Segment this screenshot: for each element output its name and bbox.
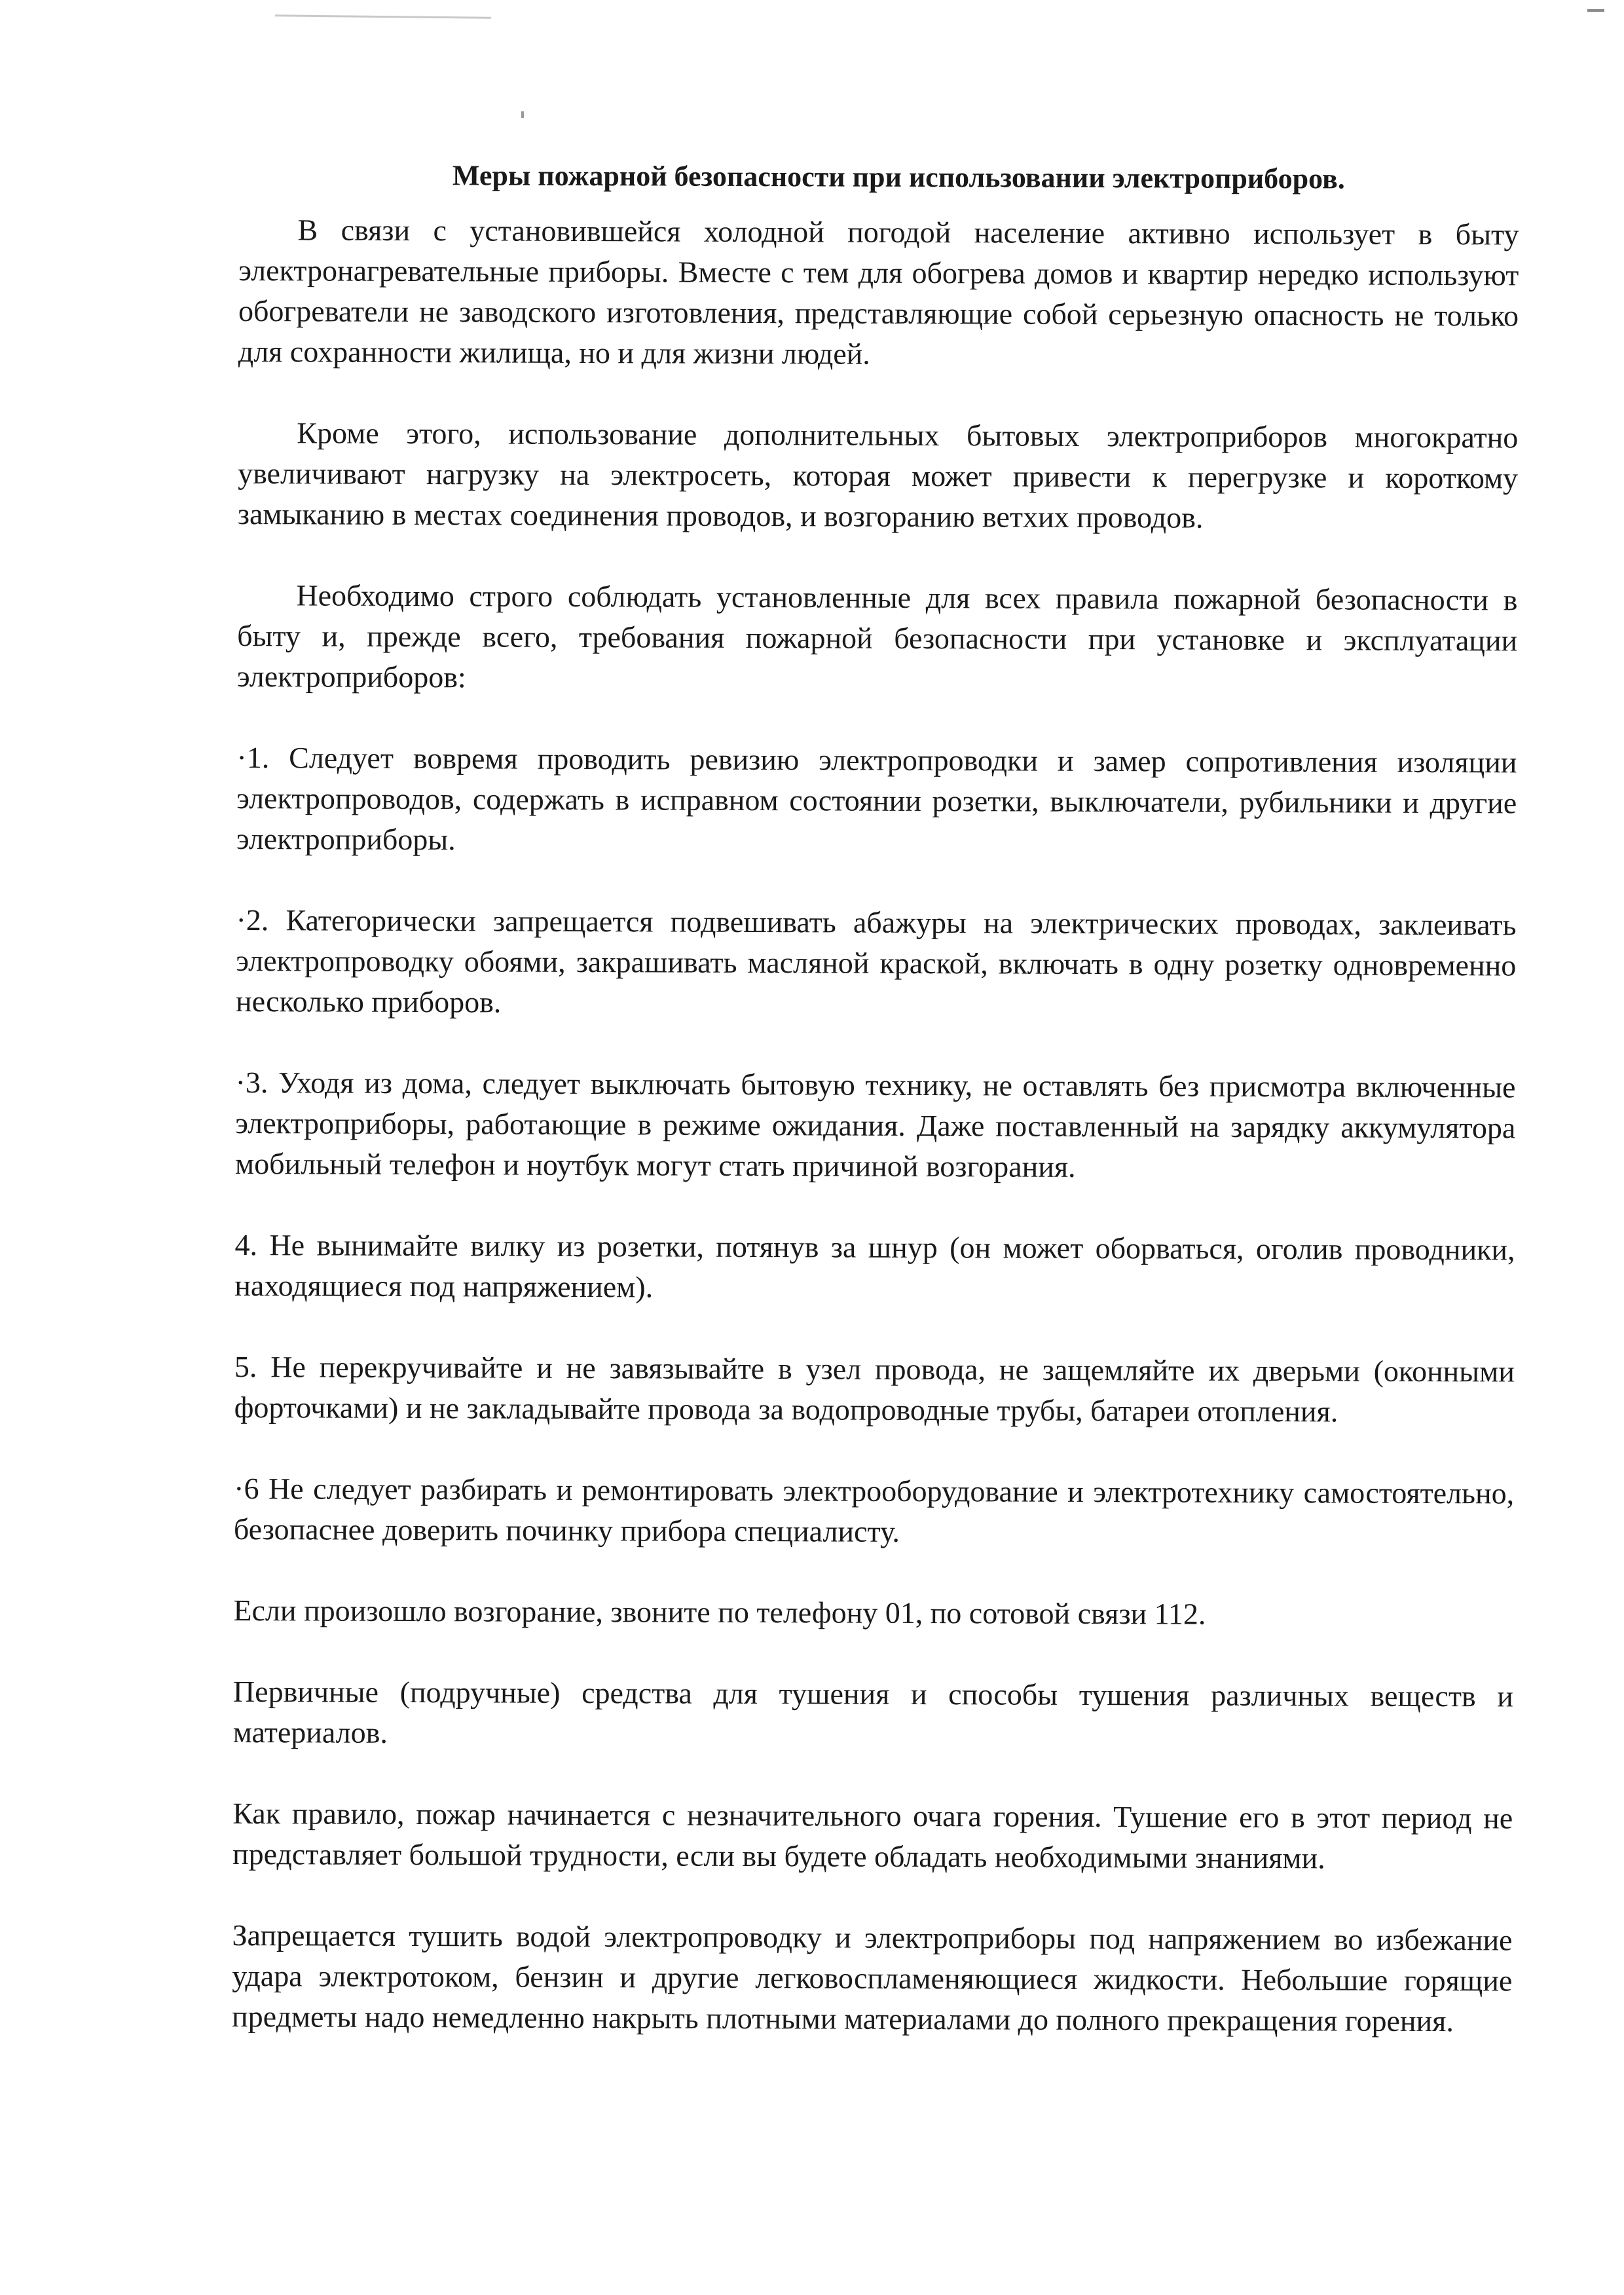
emergency-phone-paragraph: Если произошло возгорание, звоните по телефону 01, по сотовой связи 112.	[233, 1593, 1206, 1631]
scan-artifact-mark	[1587, 9, 1604, 12]
rule-item-4: 4. Не вынимайте вилку из розетки, потянув за шнур (он может оборваться, оголив проводники, находящиеся под напряжением).	[234, 1227, 1515, 1304]
paragraph-prohibition: Запрещается тушить водой электропроводку и электроприборы под напряжением во избежание удара электротоком, бензин и другие легковоспламеняющиеся жидкости. Небольшие горящие предметы надо немедленно накрыть плотными материалами до полного прекращения горения.	[231, 1918, 1513, 2038]
paragraph-intro: В связи с установившейся холодной погодой население активно использует в быту электронагревательные приборы. Вместе с тем для обогрева домов и квартир нередко используют обогреватели не заводского изготовления, представляющие собой серьезную опасность не только для сохранности жилища, но и для жизни людей.	[238, 213, 1519, 371]
rule-item-2: ·2. Категорически запрещается подвешивать абажуры на электрических проводах, заклеивать электропроводку обоями, закрашивать масляной краской, включать в одну розетку одновременно несколько приборов.	[235, 903, 1517, 1019]
document-page	[232, 155, 1519, 2082]
paragraph-fire-start: Как правило, пожар начинается с незначительного очага горения. Тушение его в этот период не представляет большой трудности, если вы будете обладать необходимыми знаниями.	[232, 1796, 1513, 1875]
scan-artifact-line	[275, 14, 491, 18]
rule-item-1: ·1. Следует вовремя проводить ревизию электропроводки и замер сопротивления изоляции электропроводов, содержать в исправном состоянии розетки, выключатели, рубильники и другие электроприборы.	[236, 740, 1517, 857]
rule-item-3: ·3. Уходя из дома, следует выключать бытовую технику, не оставлять без присмотра включенные электроприборы, работающие в режиме ожидания. Даже поставленный на зарядку аккумулятора мобильный телефон и ноутбук могут стать причиной возгорания.	[234, 1065, 1516, 1184]
rule-item-5: 5. Не перекручивайте и не завязывайте в узел провода, не защемляйте их дверьми (оконными форточками) и не закладывайте провода за водопроводные трубы, батареи отопления.	[234, 1349, 1515, 1428]
paragraph-load: Кроме этого, использование дополнительных бытовых электроприборов многократно увеличивают нагрузку на электросеть, которая может привести к перегрузке и короткому замыканию в местах соединения проводов, и возгоранию ветхих проводов.	[237, 416, 1519, 534]
paragraph-requirements: Необходимо строго соблюдать установленные для всех правила пожарной безопасности в быту и, прежде всего, требования пожарной безопасности при установке и эксплуатации электроприборов:	[236, 578, 1518, 694]
scan-artifact-dot	[521, 111, 524, 118]
primary-means-heading: Первичные (подручные) средства для тушения и способы тушения различных веществ и материалов.	[232, 1674, 1514, 1749]
rule-item-6: ·6 Не следует разбирать и ремонтировать электрооборудование и электротехнику самостоятельно, безопаснее доверить починку прибора специалисту.	[233, 1471, 1515, 1548]
document-title: Меры пожарной безопасности при использовании электроприборов.	[452, 159, 1345, 195]
